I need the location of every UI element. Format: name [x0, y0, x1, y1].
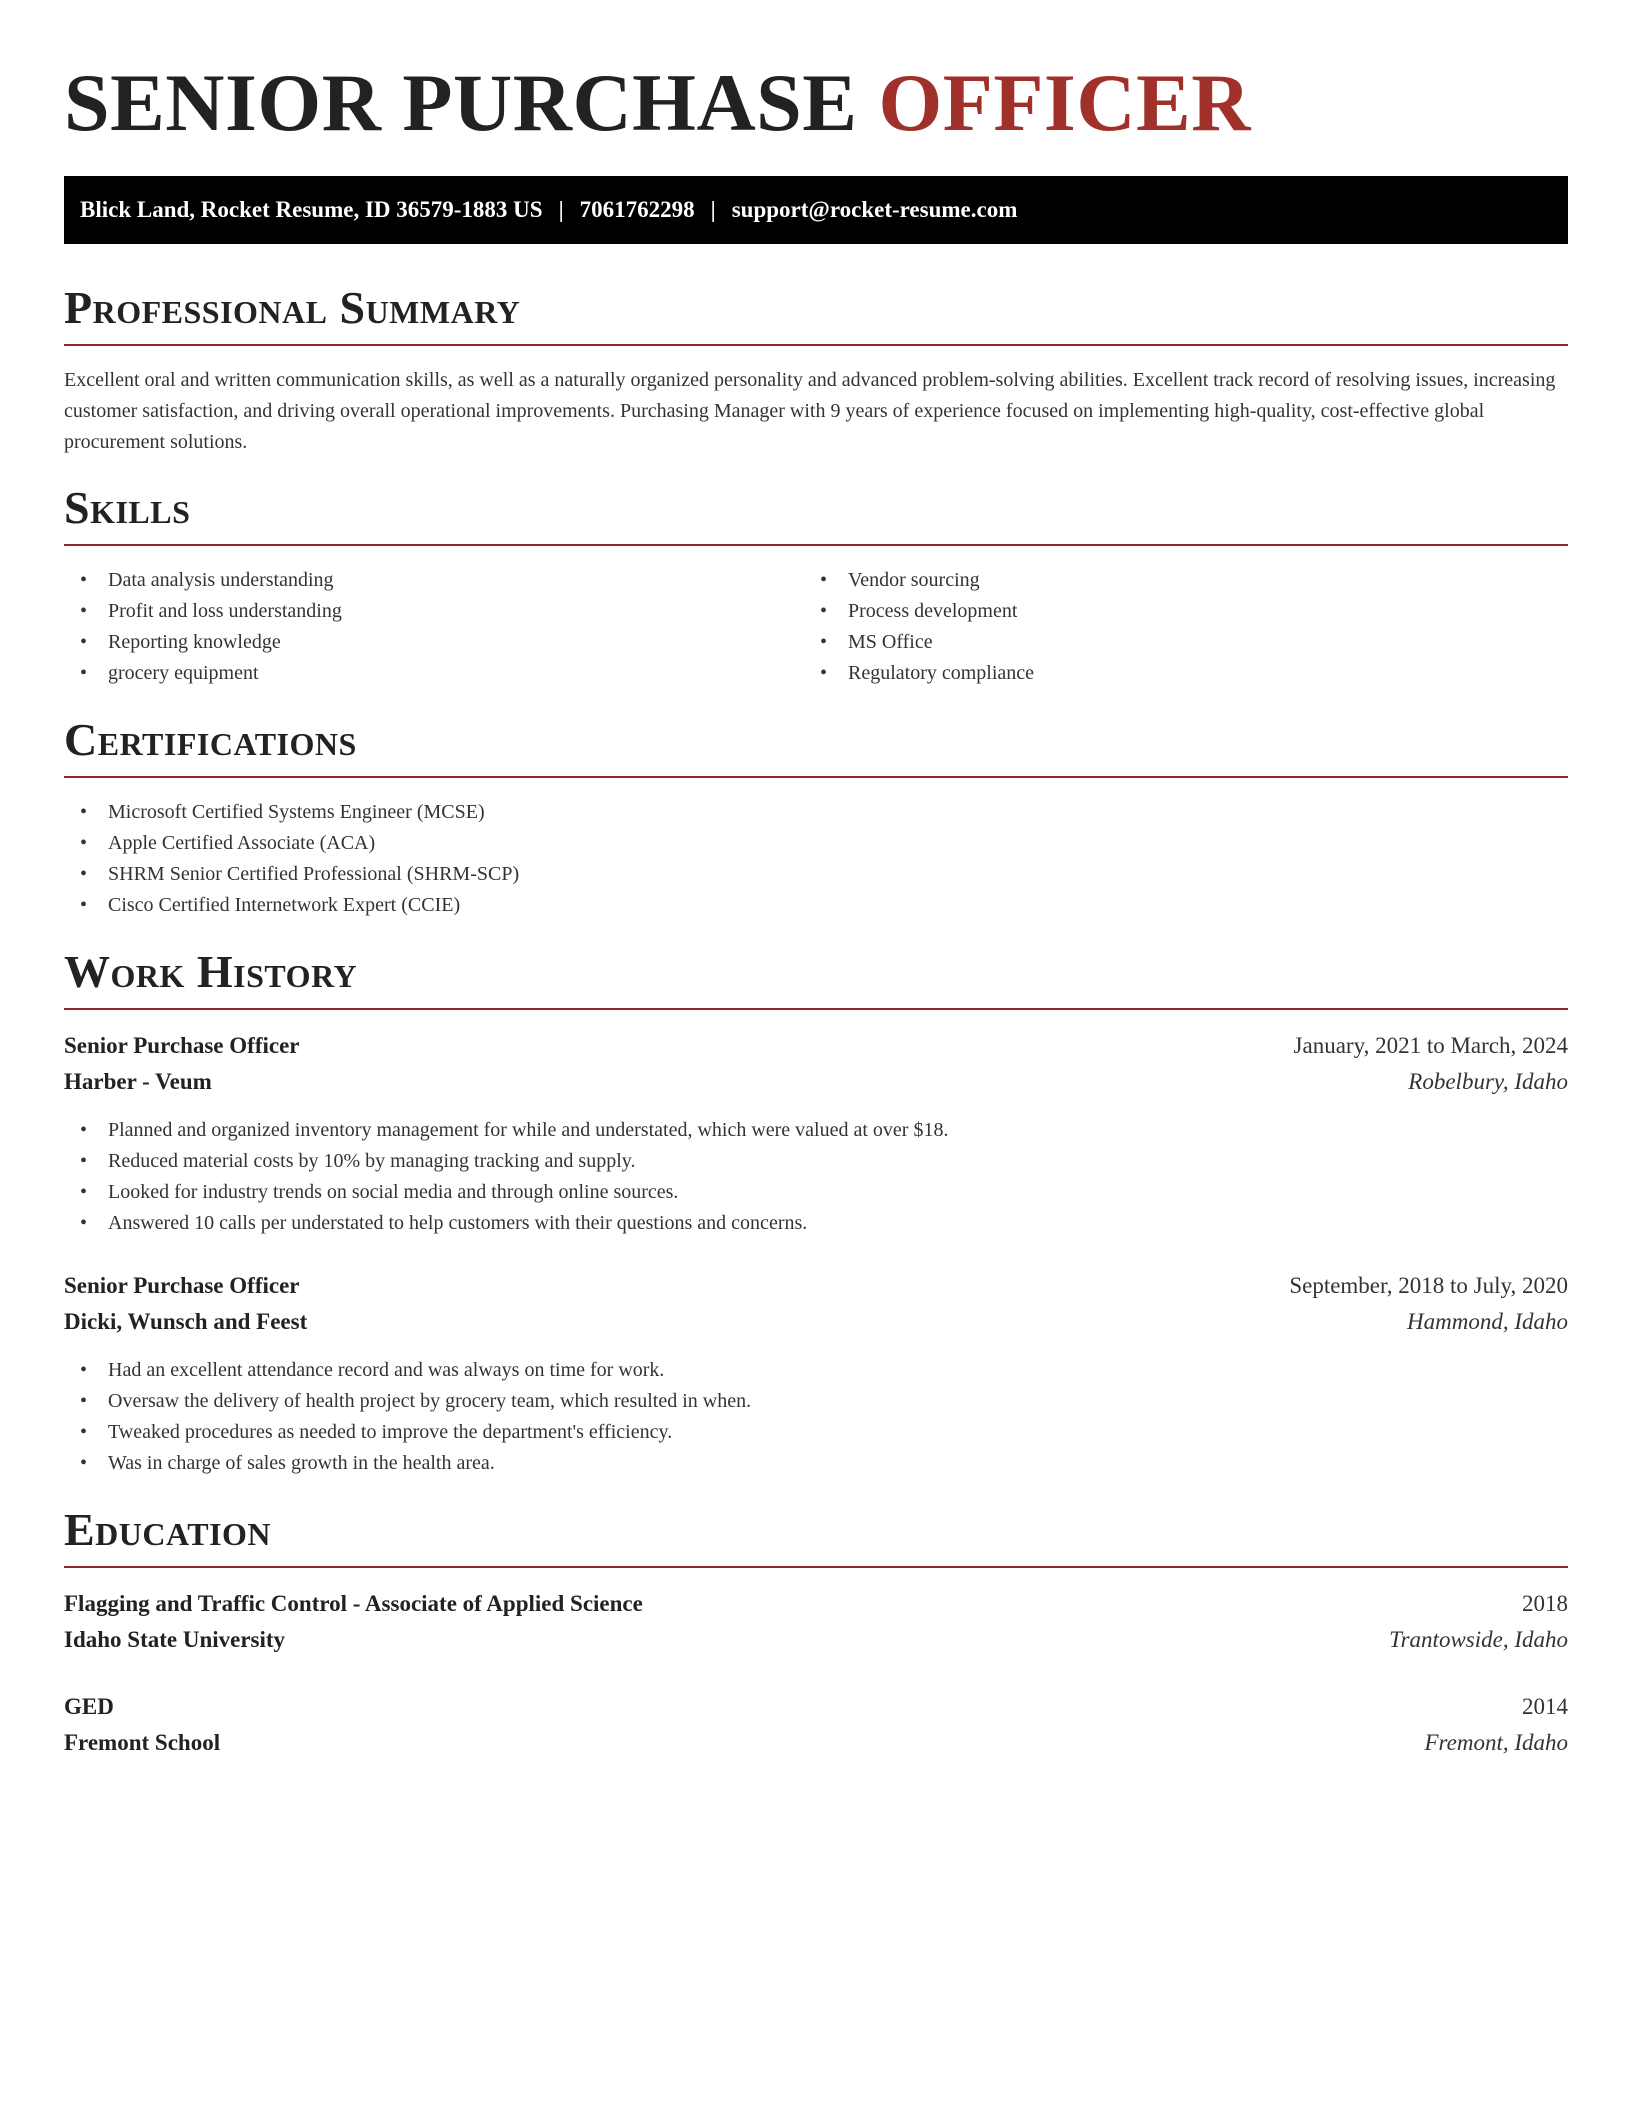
- job-bullet: • Answered 10 calls per understated to help customers with their questions and concerns.: [64, 1208, 1568, 1239]
- certifications-list: [64, 797, 1568, 921]
- job-company: Dicki, Wunsch and Feest: [64, 1309, 308, 1334]
- contact-separator: |: [710, 197, 716, 222]
- job-bullets: [64, 1115, 1568, 1239]
- job-bullet: • Oversaw the delivery of health project by grocery team, which resulted in when.: [64, 1386, 1568, 1417]
- skill-item: • grocery equipment: [64, 658, 794, 689]
- title-accent: OFFICER: [878, 57, 1251, 148]
- skill-item: • Vendor sourcing: [804, 565, 1564, 596]
- education-school-row: [64, 1725, 1568, 1761]
- job-header-row: [64, 1028, 1568, 1064]
- education-year: 2014: [1522, 1694, 1568, 1719]
- education-school: Idaho State University: [64, 1627, 286, 1652]
- job-bullet: • Was in charge of sales growth in the health area.: [64, 1448, 1568, 1479]
- contact-bar: [64, 176, 1568, 244]
- skill-item: • Reporting knowledge: [64, 627, 794, 658]
- education-year: 2018: [1522, 1591, 1568, 1616]
- summary-text: Excellent oral and written communication skills, as well as a naturally organized personality and advanced problem-solving abilities. Excellent track record of resolving issues, increasing customer satisfaction, and driving overall operational improvements. Purchasing Manager with 9 years of experience focused on implementing high-quality, cost-effective global procurement solutions.: [64, 369, 1556, 453]
- work-history-heading: Work History: [64, 946, 1568, 1010]
- certifications-heading: Certifications: [64, 714, 1568, 778]
- skill-item: • Process development: [804, 596, 1564, 627]
- skill-item: • Data analysis understanding: [64, 565, 794, 596]
- education-degree: GED: [64, 1694, 114, 1719]
- certification-item: • Cisco Certified Internetwork Expert (CCIE): [64, 890, 1568, 921]
- education-school-row: [64, 1622, 1568, 1658]
- job-dates: January, 2021 to March, 2024: [1293, 1033, 1568, 1058]
- job-bullet: • Reduced material costs by 10% by managing tracking and supply.: [64, 1146, 1568, 1177]
- job-bullet: • Planned and organized inventory management for while and understated, which were valued at over $18.: [64, 1115, 1568, 1146]
- certification-item: • Apple Certified Associate (ACA): [64, 828, 1568, 859]
- job-bullet: • Tweaked procedures as needed to improve the department's efficiency.: [64, 1417, 1568, 1448]
- skills-list-right: [804, 565, 1564, 689]
- title-main: SENIOR PURCHASE: [64, 57, 858, 148]
- contact-phone: 7061762298: [579, 197, 695, 222]
- job-header-row: [64, 1268, 1568, 1304]
- education-heading: Education: [64, 1504, 1568, 1568]
- certification-item: • Microsoft Certified Systems Engineer (MCSE): [64, 797, 1568, 828]
- job-dates: September, 2018 to July, 2020: [1289, 1273, 1568, 1298]
- education-location: Fremont, Idaho: [1424, 1730, 1568, 1755]
- skills-list-left: [64, 565, 794, 689]
- summary-heading: Professional Summary: [64, 282, 1568, 346]
- page-title: [64, 58, 1251, 148]
- job-company-row: [64, 1304, 1568, 1340]
- contact-separator: |: [558, 197, 564, 222]
- job-bullets: [64, 1355, 1568, 1479]
- education-degree-row: [64, 1689, 1568, 1725]
- skills-heading: Skills: [64, 482, 1568, 546]
- education-school: Fremont School: [64, 1730, 221, 1755]
- education-location: Trantowside, Idaho: [1389, 1627, 1568, 1652]
- contact-email: support@rocket-resume.com: [731, 197, 1018, 222]
- job-title: Senior Purchase Officer: [64, 1033, 300, 1058]
- job-location: Hammond, Idaho: [1407, 1309, 1568, 1334]
- education-degree-row: [64, 1586, 1568, 1622]
- job-company-row: [64, 1064, 1568, 1100]
- job-title: Senior Purchase Officer: [64, 1273, 300, 1298]
- job-location: Robelbury, Idaho: [1408, 1069, 1568, 1094]
- contact-address: Blick Land, Rocket Resume, ID 36579-1883 US: [80, 197, 543, 222]
- job-bullet: • Had an excellent attendance record and was always on time for work.: [64, 1355, 1568, 1386]
- certification-item: • SHRM Senior Certified Professional (SHRM-SCP): [64, 859, 1568, 890]
- skill-item: • Profit and loss understanding: [64, 596, 794, 627]
- skill-item: • MS Office: [804, 627, 1564, 658]
- education-degree: Flagging and Traffic Control - Associate of Applied Science: [64, 1591, 643, 1616]
- job-company: Harber - Veum: [64, 1069, 212, 1094]
- job-bullet: • Looked for industry trends on social media and through online sources.: [64, 1177, 1568, 1208]
- skill-item: • Regulatory compliance: [804, 658, 1564, 689]
